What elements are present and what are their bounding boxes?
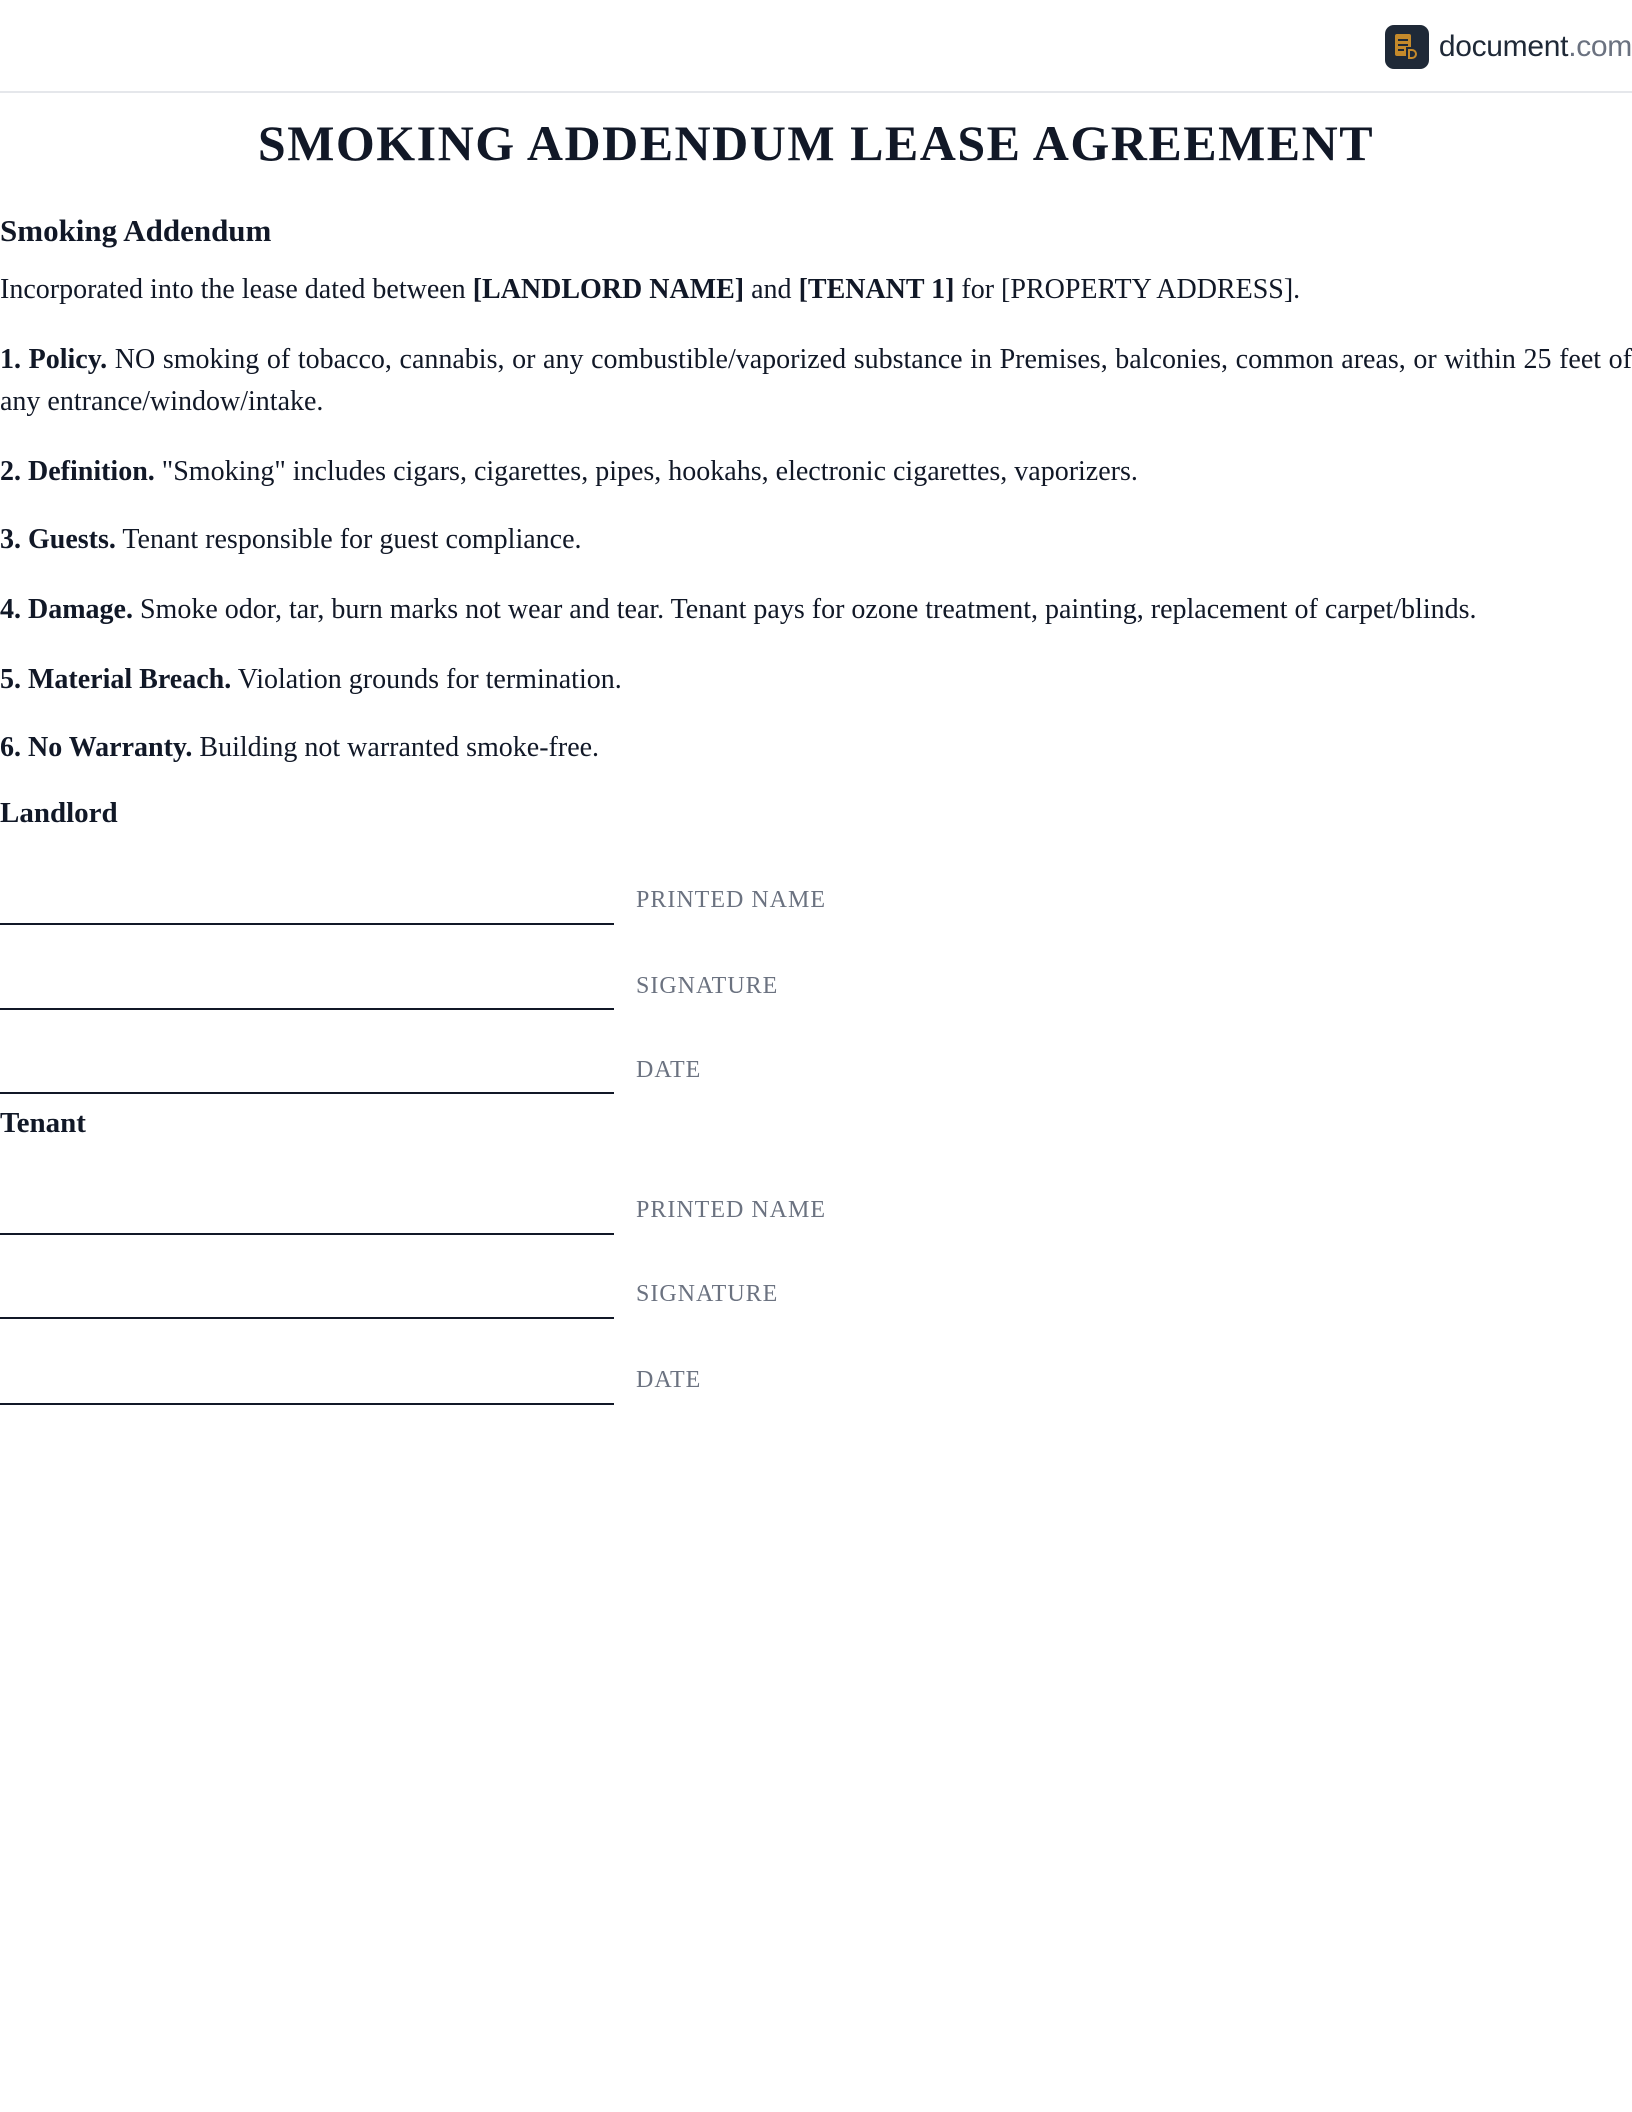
clause-damage: 4. Damage. Smoke odor, tar, burn marks not wear and tear. Tenant pays for ozone treatment, painting, replacement of carpet/blinds. [0, 594, 1477, 625]
brand-name: document.com [1438, 30, 1632, 63]
section-heading-addendum: Smoking Addendum [0, 213, 272, 248]
landlord-name-placeholder[interactable]: [LANDLORD NAME] [472, 274, 745, 305]
signature-heading-tenant: Tenant [0, 1107, 86, 1139]
tenant-name-placeholder[interactable]: [TENANT 1] [798, 274, 955, 305]
tenant-printed-name-label: PRINTED NAME [636, 1197, 826, 1223]
brand-tld: .com [1568, 30, 1632, 63]
landlord-printed-name-label: PRINTED NAME [636, 887, 826, 913]
header-bar [0, 0, 1632, 93]
signature-heading-landlord: Landlord [0, 797, 118, 829]
tenant-signature-label: SIGNATURE [636, 1281, 779, 1307]
intro-paragraph: Incorporated into the lease dated between [LANDLORD NAME] and [TENANT 1] for [PROPERTY ADDRESS]. [0, 274, 1301, 305]
document-logo-icon [1385, 25, 1429, 69]
clause-material-breach: 5. Material Breach. Violation grounds for termination. [0, 664, 622, 695]
tenant-printed-name-line[interactable] [0, 1233, 614, 1235]
tenant-date-label: DATE [636, 1367, 702, 1393]
clause-guests: 3. Guests. Tenant responsible for guest compliance. [0, 524, 582, 555]
landlord-date-line[interactable] [0, 1092, 614, 1094]
tenant-date-line[interactable] [0, 1403, 614, 1405]
tenant-signature-line[interactable] [0, 1317, 614, 1319]
document-title: SMOKING ADDENDUM LEASE AGREEMENT [257, 115, 1375, 171]
landlord-signature-line[interactable] [0, 1008, 614, 1010]
brand-logo[interactable] [1385, 24, 1632, 70]
landlord-signature-label: SIGNATURE [636, 973, 779, 999]
landlord-printed-name-line[interactable] [0, 923, 614, 925]
clause-no-warranty: 6. No Warranty. Building not warranted smoke-free. [0, 732, 600, 763]
clause-policy: 1. Policy. NO smoking of tobacco, cannabis, or any combustible/vaporized substance in Premises, balconies, common areas, or within 25 feet of any entrance/window/intake. [0, 344, 1632, 417]
clause-definition: 2. Definition. "Smoking" includes cigars, cigarettes, pipes, hookahs, electronic cigarettes, vaporizers. [0, 456, 1138, 487]
landlord-date-label: DATE [636, 1057, 702, 1083]
